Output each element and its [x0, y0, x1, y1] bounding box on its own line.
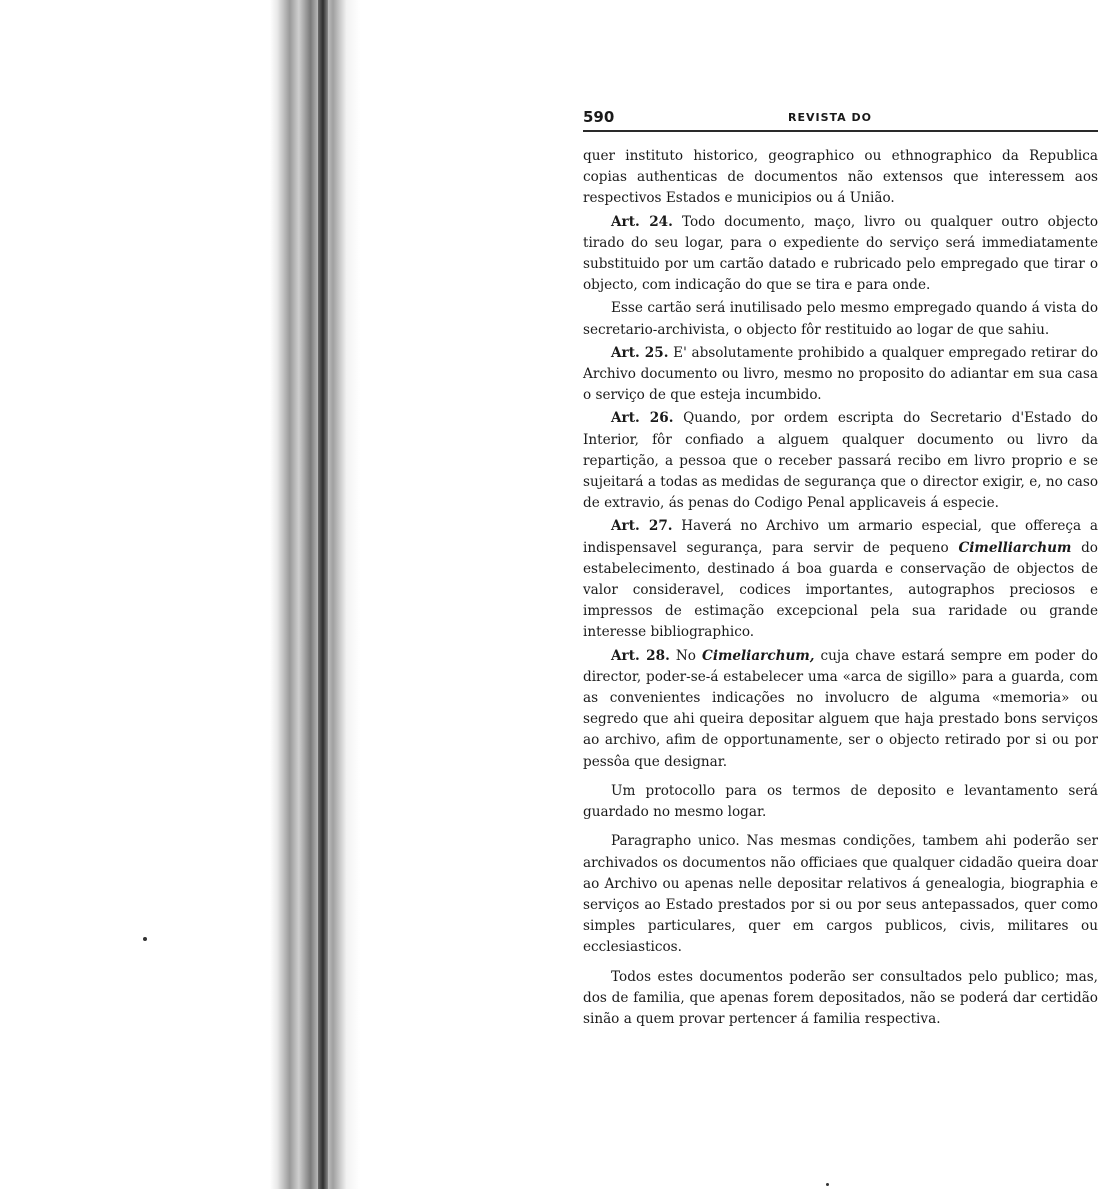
scan-speck: [826, 1183, 829, 1186]
article-label: Art. 26.: [611, 410, 674, 427]
paragraph-text: Paragrapho unico. Nas mesmas condições, tambem ahi poderão ser archivados os documentos não officiaes que qualquer cidadão queira doar ao Archivo ou apenas nelle depositar relativos á genealogia, biographia e serviços ao Estado prestados por si ou por seus antepassados, quer como simples particulares, quer em cargos publicos, civis, militares ou ecclesiasticos.: [583, 833, 1098, 956]
paragraph-consulta: [583, 967, 1098, 1031]
paragraph-text: Todo documento, maço, livro ou qualquer outro objecto tirado do seu logar, para o expediente do serviço será immediatamente substituido por um cartão datado e rubricado pelo empregado que tirar o objecto, com indicação do que se tira e para onde.: [583, 213, 1099, 294]
paragraph-text: quer instituto historico, geographico ou ethnographico da Republica copias authenticas de documentos não extensos que interessem aos respectivos Estados e municipios ou á União.: [583, 148, 1098, 207]
paragraph-cartao: [583, 298, 1098, 340]
paragraph-continuation: [583, 146, 1098, 210]
paragraph-text: do estabelecimento, destinado á boa guarda e conservação de objectos de valor consideravel, codices importantes, autographos preciosos e impressos de estimação excepcional pela sua raridade ou grande interesse bibliographico.: [583, 539, 1098, 641]
journal-title: REVISTA DO: [788, 111, 872, 124]
paragraph-text: E' absolutamente prohibido a qualquer empregado retirar do Archivo documento ou livro, mesmo no proposito do adiantar em sua casa o serviço de que esteja incumbido.: [583, 344, 1098, 404]
paragraph-text: No: [669, 647, 702, 664]
book-binding-edge: [318, 0, 328, 1189]
scan-speck: [143, 937, 147, 941]
page-body: [583, 146, 1098, 1030]
paragraph-art-25: [583, 343, 1098, 407]
book-gutter-shadow: [270, 0, 360, 1189]
paragraph-paragrapho-unico: [583, 831, 1098, 958]
paragraph-text: Todos estes documentos poderão ser consultados pelo publico; mas, dos de familia, que apenas forem depositados, não se poderá dar certidão sinão a quem provar pertencer á familia respectiva.: [583, 968, 1098, 1027]
page-number: 590: [583, 108, 615, 126]
article-label: Art. 24.: [611, 213, 673, 230]
paragraph-art-27: [583, 516, 1098, 643]
italic-term: Cimelliarchum: [958, 539, 1072, 556]
paragraph-text: Quando, por ordem escripta do Secretario d'Estado do Interior, fôr confiado a alguem qualquer documento ou livro da repartição, a pessoa que o receber passará recibo em livro proprio e se sujeitará a todas as medidas de segurança que o director exigir, e, no caso de extravio, ás penas do Codigo Penal applicaveis á especie.: [583, 410, 1099, 512]
paragraph-art-24: [583, 212, 1098, 297]
paragraph-art-26: [583, 408, 1098, 514]
paragraph-art-28: [583, 646, 1098, 773]
book-page: [583, 108, 1098, 1032]
article-label: Art. 28.: [611, 647, 670, 664]
article-label: Art. 27.: [611, 518, 673, 535]
paragraph-text: Haverá no Archivo um armario especial, que offereça a indispensavel segurança, para servir de pequeno: [583, 518, 1098, 556]
article-label: Art. 25.: [611, 344, 669, 361]
italic-term: Cimeliarchum,: [702, 647, 815, 664]
paragraph-protocollo: [583, 781, 1098, 823]
paragraph-text: cuja chave estará sempre em poder do director, poder-se-á estabelecer uma «arca de sigillo» para a guarda, com as convenientes indicações no involucro de alguma «memoria» ou segredo que ahi queira depositar alguem que haja prestado bons serviços ao archivo, afim de opportunamente, ser o objecto retirado por si ou por pessôa que designar.: [583, 647, 1098, 770]
paragraph-text: Um protocollo para os termos de deposito e levantamento será guardado no mesmo logar.: [583, 782, 1098, 821]
running-head: [583, 108, 1098, 132]
paragraph-text: Esse cartão será inutilisado pelo mesmo empregado quando á vista do secretario-archivista, o objecto fôr restituido ao logar de que sahiu.: [583, 300, 1098, 338]
